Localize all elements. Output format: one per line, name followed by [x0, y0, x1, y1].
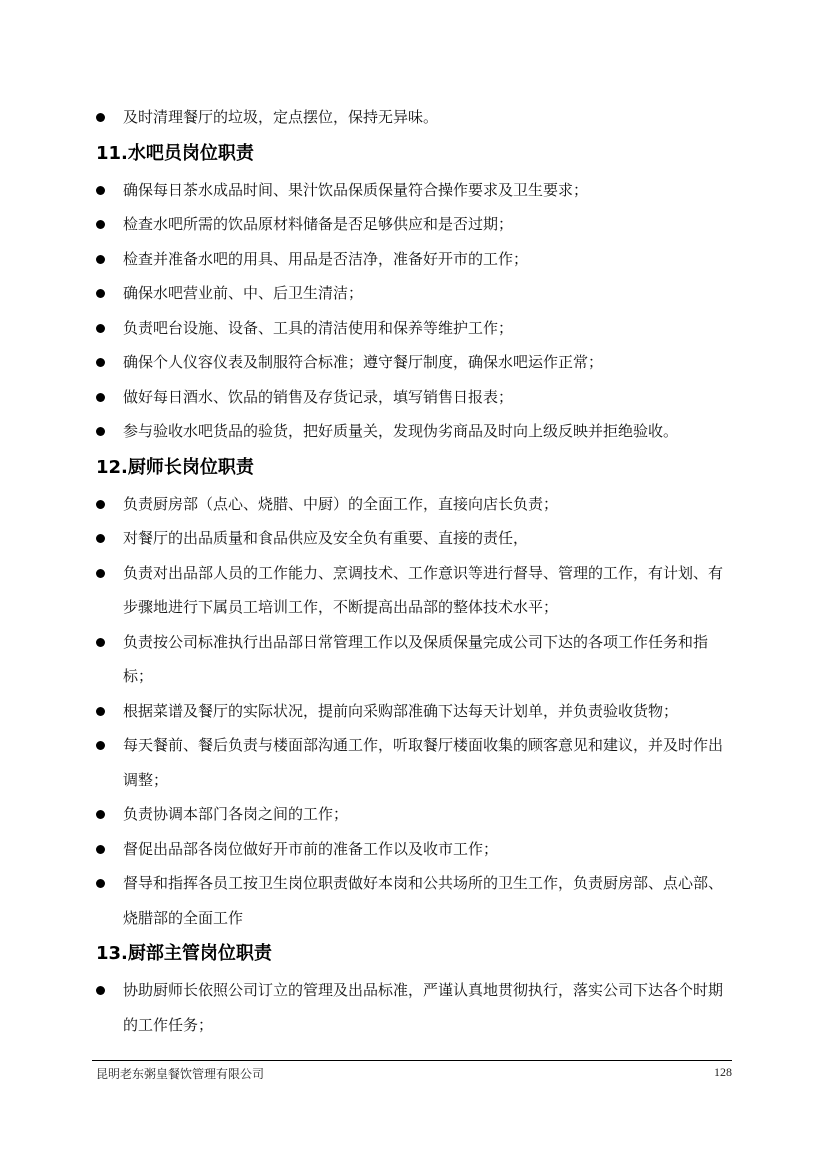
item-text: 确保个人仪容仪表及制服符合标准；遵守餐厅制度，确保水吧运作正常； [123, 353, 604, 371]
bullet-item [96, 173, 736, 208]
bullet-icon [96, 427, 105, 436]
section-heading: 11.水吧员岗位职责 [96, 142, 254, 164]
footer-company: 昆明老东粥皇餐饮管理有限公司 [96, 1067, 265, 1081]
item-text: 负责厨房部（点心、烧腊、中厨）的全面工作，直接向店长负责； [123, 494, 559, 513]
bullet-item [96, 556, 736, 625]
bullet-icon [96, 741, 105, 750]
section-heading: 12.厨师长岗位职责 [96, 456, 254, 478]
bullet-icon [96, 638, 105, 647]
bullet-icon [96, 845, 105, 854]
bullet-icon [96, 289, 105, 298]
bullet-item [96, 414, 736, 449]
bullet-icon [96, 986, 105, 995]
bullet-item [96, 276, 736, 311]
item-text: 负责按公司标准执行出品部日常管理工作以及保质保量完成公司下达的各项工作任务和指标； [123, 632, 709, 685]
bullet-item [96, 207, 736, 242]
item-text: 确保每日茶水成品时间、果汁饮品保质保量符合操作要求及卫生要求； [123, 180, 589, 199]
bullet-item [96, 866, 736, 935]
section-continued [96, 100, 736, 135]
item-text: 每天餐前、餐后负责与楼面部沟通工作，听取餐厅楼面收集的顾客意见和建议，并及时作出调整； [123, 736, 724, 789]
section-heading: 13.厨部主管岗位职责 [96, 943, 272, 964]
section-kitchen-supervisor [96, 935, 736, 1042]
section-head-chef [96, 449, 736, 936]
bullet-item [96, 311, 736, 346]
item-text: 负责吧台设施、设备、工具的清洁使用和保养等维护工作； [123, 318, 514, 337]
item-text: 做好每日酒水、饮品的销售及存货记录，填写销售日报表； [123, 387, 514, 406]
bullet-item [96, 521, 736, 556]
bullet-item [96, 487, 736, 522]
item-text: 督促出品部各岗位做好开市前的准备工作以及收市工作； [123, 839, 499, 858]
item-text: 负责对出品部人员的工作能力、烹调技术、工作意识等进行督导、管理的工作，有计划、有步骤地进行下属员工培训工作，不断提高出品部的整体技术水平； [123, 563, 724, 616]
bullet-icon [96, 255, 105, 264]
bullet-item [96, 100, 736, 135]
item-text: 确保水吧营业前、中、后卫生清洁； [123, 284, 364, 302]
item-text: 参与验收水吧货品的验货，把好质量关，发现伪劣商品及时向上级反映并拒绝验收。 [123, 422, 679, 440]
bullet-item [96, 797, 736, 832]
bullet-item [96, 832, 736, 867]
bullet-item [96, 242, 736, 277]
bullet-icon [96, 569, 105, 578]
item-text: 协助厨师长依照公司订立的管理及出品标准，严谨认真地贯彻执行，落实公司下达各个时期的工作任务； [123, 981, 724, 1034]
item-text: 根据菜谱及餐厅的实际状况，提前向采购部准确下达每天计划单，并负责验收货物； [123, 701, 679, 720]
bullet-icon [96, 879, 105, 888]
item-text: 及时清理餐厅的垃圾，定点摆位，保持无异味。 [123, 108, 439, 126]
page-number: 128 [714, 1065, 732, 1079]
item-text: 检查水吧所需的饮品原材料储备是否足够供应和是否过期； [123, 215, 514, 233]
bullet-item [96, 345, 736, 380]
bullet-icon [96, 113, 105, 122]
bullet-item [96, 380, 736, 415]
bullet-icon [96, 220, 105, 229]
bullet-icon [96, 186, 105, 195]
bullet-icon [96, 358, 105, 367]
bullet-item [96, 625, 736, 694]
document-body [96, 100, 736, 1042]
bullet-item [96, 728, 736, 797]
item-text: 对餐厅的出品质量和食品供应及安全负有重要、直接的责任， [123, 529, 529, 547]
item-text: 检查并准备水吧的用具、用品是否洁净，准备好开市的工作； [123, 249, 529, 268]
bullet-icon [96, 393, 105, 402]
bullet-icon [96, 500, 105, 509]
section-bar-staff [96, 135, 736, 449]
bullet-item [96, 694, 736, 729]
item-text: 负责协调本部门各岗之间的工作； [123, 805, 349, 823]
footer-divider [92, 1060, 732, 1061]
bullet-icon [96, 534, 105, 543]
item-text: 督导和指挥各员工按卫生岗位职责做好本岗和公共场所的卫生工作，负责厨房部、点心部、烧腊部的全面工作 [123, 874, 724, 927]
bullet-icon [96, 324, 105, 333]
bullet-item [96, 973, 736, 1042]
bullet-icon [96, 810, 105, 819]
bullet-icon [96, 707, 105, 716]
